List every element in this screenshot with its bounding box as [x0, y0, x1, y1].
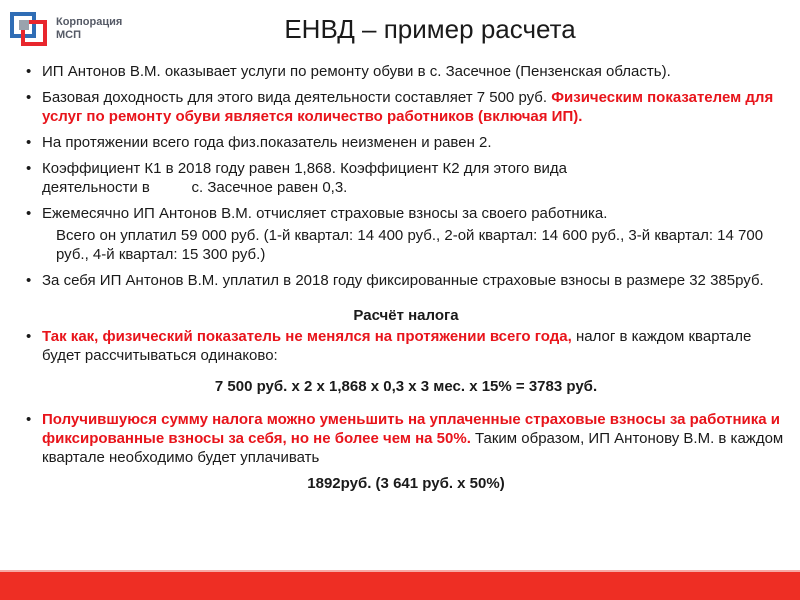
bullet-base-income — [26, 88, 786, 126]
calc-text-1: налог в каждом квартале будет рассчитываться одинаково: — [42, 328, 752, 364]
calc-highlight-2: Получившуюся сумму налога можно уменьшить на уплаченные страховые взносы за работника и фиксированные взносы за себя, но не более чем на 50%. — [42, 411, 781, 447]
bullet-fixed-contributions: • За себя ИП Антонов В.М. уплатил в 2018 году фиксированные страховые взносы в размере 32 385руб. — [26, 271, 786, 290]
footer-bar — [0, 572, 800, 600]
slide-title: ЕНВД – пример расчета — [284, 14, 576, 44]
coefficients-line-2: деятельности в с. Засечное равен 0,3. — [42, 179, 348, 196]
calculation-title: Расчёт налога — [353, 307, 459, 324]
tax-formula: 7 500 руб. х 2 х 1,868 х 0,3 х 3 мес. х 15% = 3783 руб. — [214, 378, 598, 395]
bullet-physical-indicator: • На протяжении всего года физ.показатель неизменен и равен 2. — [26, 133, 786, 152]
bullet-coefficients — [26, 159, 786, 197]
slide-content — [26, 62, 786, 493]
calc-highlight-1: Так как, физический показатель не менялся на протяжении всего года, — [42, 328, 572, 345]
contributions-detail: Всего он уплатил 59 000 руб. (1-й квартал: 14 400 руб., 2-ой квартал: 14 600 руб., 3-й квартал: 14 700 руб., 4-й квартал: 15 300 руб.) — [56, 227, 764, 263]
logo-line-1: Корпорация — [56, 16, 123, 28]
bullet-monthly-contributions: • Ежемесячно ИП Антонов В.М. отчисляет страховые взносы за своего работника. — [26, 204, 786, 223]
physical-indicator-highlight: Физическим показателем для услуг по ремонту обуви является количество работников (включая ИП). — [42, 89, 774, 125]
bullet-service: • ИП Антонов В.М. оказывает услуги по ремонту обуви в с. Засечное (Пензенская область). — [26, 62, 786, 81]
bullet-list — [26, 62, 786, 290]
base-income-text: Базовая доходность для этого вида деятельности составляет 7 500 руб. — [42, 89, 552, 106]
calc-text-2: Таким образом, ИП Антонову В.М. в каждом квартале необходимо будет уплачивать — [42, 430, 784, 466]
final-amount: 1892руб. (3 641 руб. х 50%) — [307, 475, 505, 492]
calc-bullet-quarterly — [26, 327, 786, 365]
calc-bullet-reduction — [26, 410, 786, 467]
coefficients-line-1: Коэффициент К1 в 2018 году равен 1,868. Коэффициент К2 для этого вида — [42, 160, 568, 177]
logo-line-2: МСП — [56, 29, 82, 41]
